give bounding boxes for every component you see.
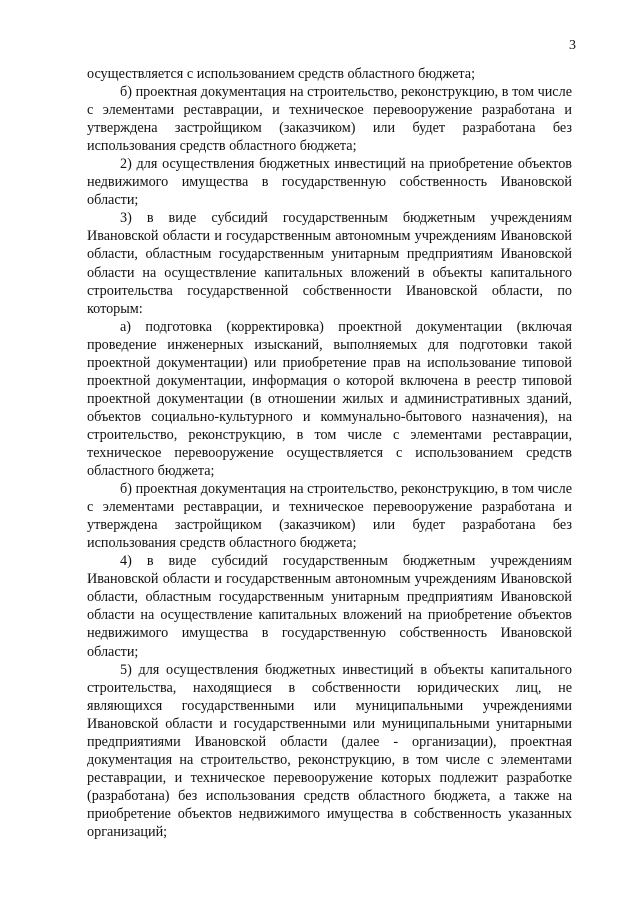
page-number: 3 (569, 38, 576, 53)
paragraph: б) проектная документация на строительство, реконструкцию, в том числе с элементами реставрации, и техническое перевооружение разработана и утверждена застройщиком (заказчиком) или будет разработана без использования средств областного бюджета; (87, 84, 572, 155)
paragraph: а) подготовка (корректировка) проектной документации (включая проведение инженерных изысканий, выполняемых для подготовки такой проектной документации) или приобретение прав на использование типовой проектной документации, информация о которой включена в реестр типовой проектной документации (в отношении жилых и административных зданий, объектов социально-культурного и коммунально-бытового назначения), на строительство, реконструкцию, в том числе с элементами реставрации, техническое перевооружение осуществляется с использованием средств областного бюджета; (87, 318, 572, 480)
paragraph: 5) для осуществления бюджетных инвестиций в объекты капитального строительства, находящиеся в собственности юридических лиц, не являющихся государственными или муниципальными учреждениями Ивановской области и государственными или муниципальными унитарными предприятиями Ивановской области (далее - организации), проектная документация на строительство, реконструкцию, в том числе с элементами реставрации, и техническое перевооружение которых подлежит разработке (разработана) без использования средств областного бюджета, а также на приобретение объектов недвижимого имущества в собственность указанных организаций; (87, 661, 572, 840)
paragraph: б) проектная документация на строительство, реконструкцию, в том числе с элементами реставрации, и техническое перевооружение разработана и утверждена застройщиком (заказчиком) или будет разработана без использования средств областного бюджета; (87, 481, 572, 552)
paragraph: 4) в виде субсидий государственным бюджетным учреждениям Ивановской области и государственным автономным учреждениям Ивановской области, областным государственным унитарным предприятиям Ивановской области на осуществление капитальных вложений на приобретение объектов недвижимого имущества в государственную собственность Ивановской области; (87, 553, 572, 660)
document-body (87, 65, 572, 841)
paragraph: 3) в виде субсидий государственным бюджетным учреждениям Ивановской области и государственным автономным учреждениям Ивановской области, областным государственным унитарным предприятиям Ивановской области на осуществление капитальных вложений в объекты капитального строительства государственной собственности Ивановской области, по которым: (87, 210, 572, 317)
paragraph: осуществляется с использованием средств областного бюджета; (87, 66, 476, 82)
paragraph: 2) для осуществления бюджетных инвестиций на приобретение объектов недвижимого имущества в государственную собственность Ивановской области; (87, 156, 572, 209)
